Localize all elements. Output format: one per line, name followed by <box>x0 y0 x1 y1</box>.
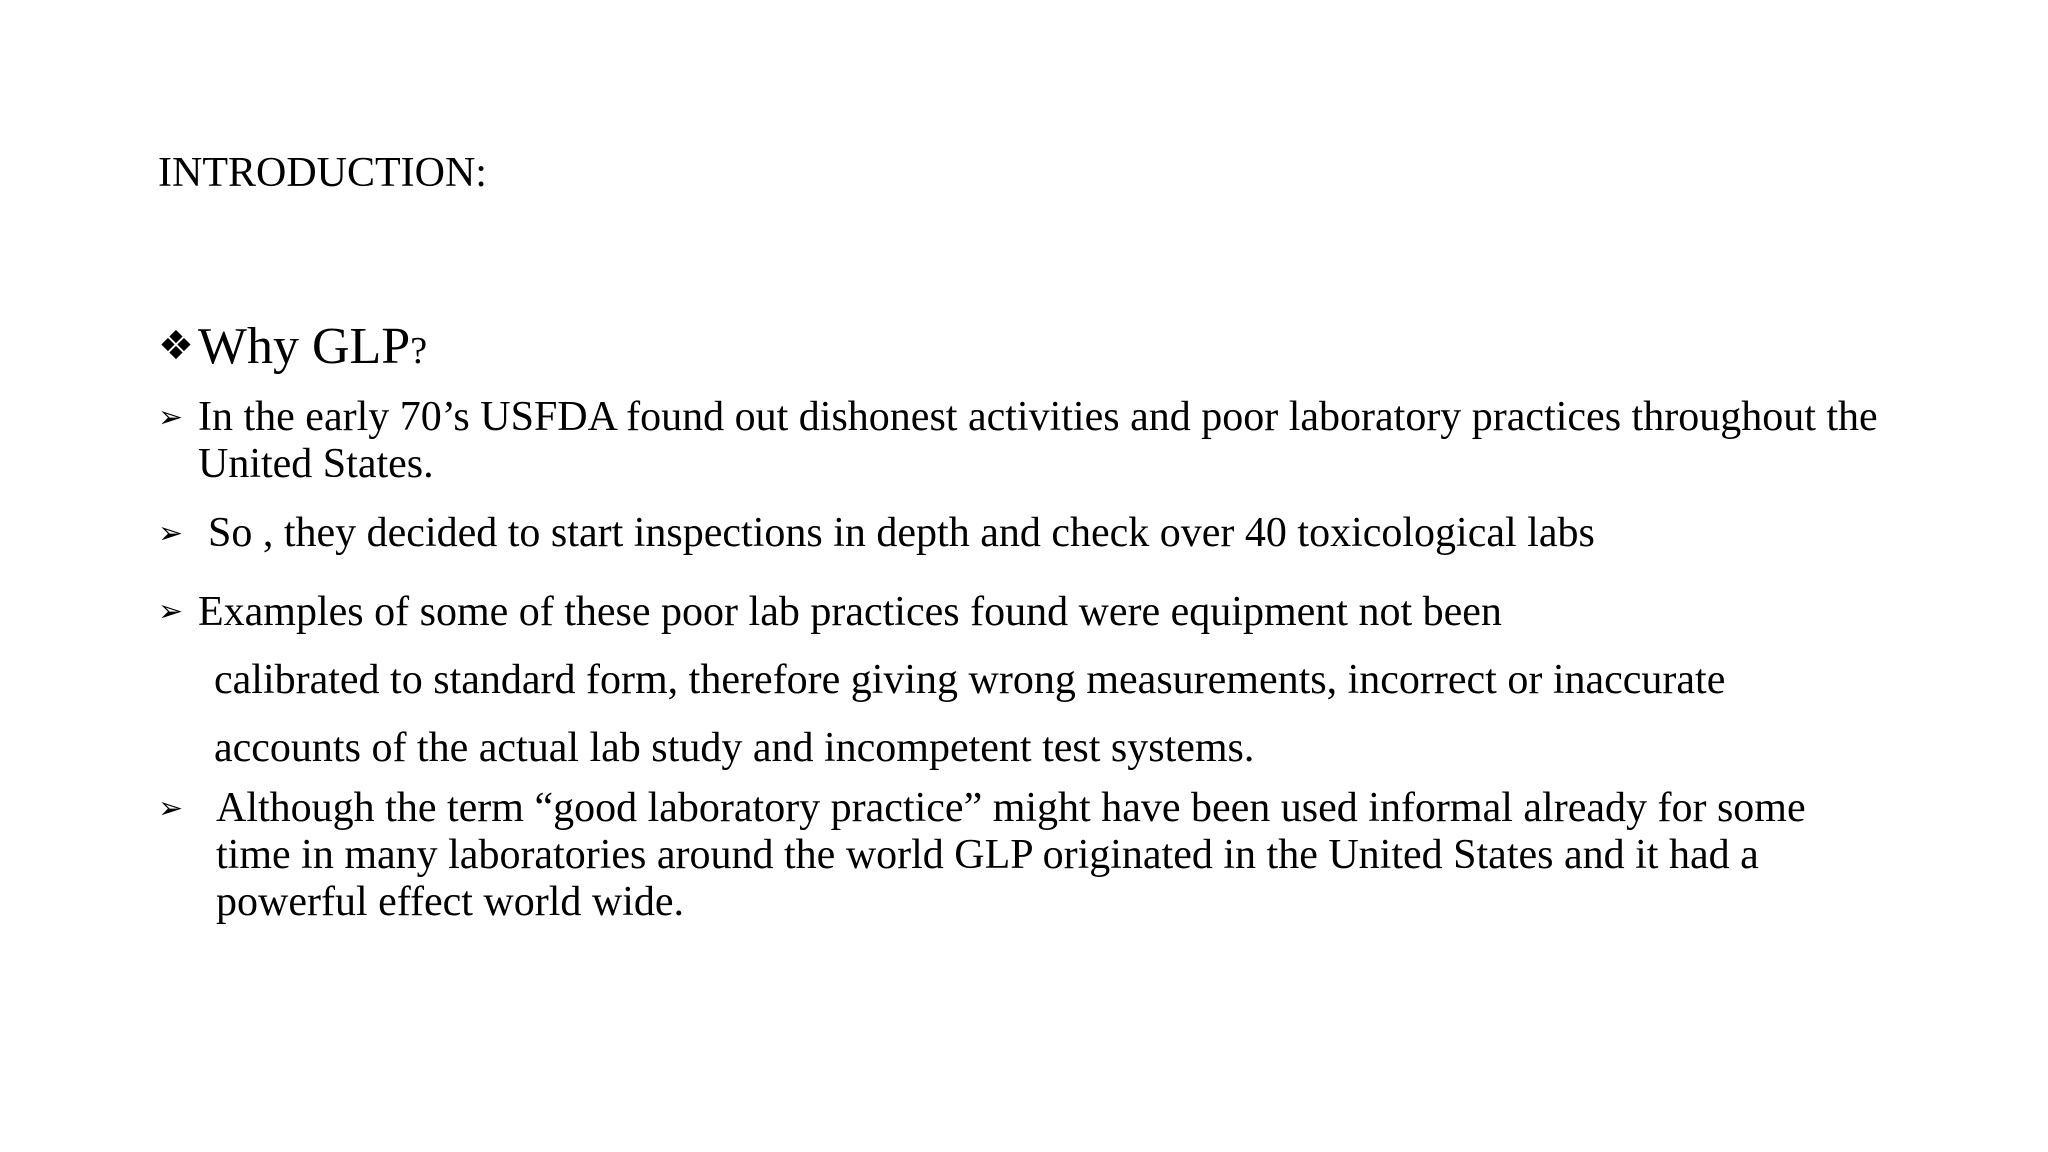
bullet-text: In the early 70’s USFDA found out dishonest activities and poor laboratory practices throughout the United States. <box>198 394 1878 487</box>
subheading-question-mark: ? <box>410 330 428 372</box>
bullet-item-3 <box>158 578 1878 782</box>
bullet-item-1 <box>158 394 1878 488</box>
bullet-text <box>198 578 1878 782</box>
bullet-item-2 <box>158 510 1878 557</box>
bullet-text: Although the term “good laboratory practice” might have been used informal already for some time in many laboratories around the world GLP originated in the United States and it had a powerful effect world wide. <box>216 785 1806 925</box>
bullet-line: Examples of some of these poor lab practices found were equipment not been <box>198 589 1502 635</box>
slide-title: INTRODUCTION: <box>158 150 487 196</box>
bullet-line: calibrated to standard form, therefore giving wrong measurements, incorrect or inaccurate <box>214 657 1726 703</box>
bullet-text: So , they decided to start inspections in depth and check over 40 toxicological labs <box>208 510 1595 556</box>
subheading <box>158 316 427 381</box>
bullet-line: accounts of the actual lab study and incompetent test systems. <box>214 725 1255 771</box>
subheading-text: Why GLP <box>197 318 411 375</box>
arrow-bullet-icon: ➢ <box>158 791 184 826</box>
arrow-bullet-icon: ➢ <box>158 516 184 551</box>
arrow-bullet-icon: ➢ <box>158 400 184 435</box>
arrow-bullet-icon: ➢ <box>158 594 184 629</box>
bullet-item-4 <box>158 785 1878 926</box>
diamond-bullet-icon: ❖ <box>158 323 194 369</box>
